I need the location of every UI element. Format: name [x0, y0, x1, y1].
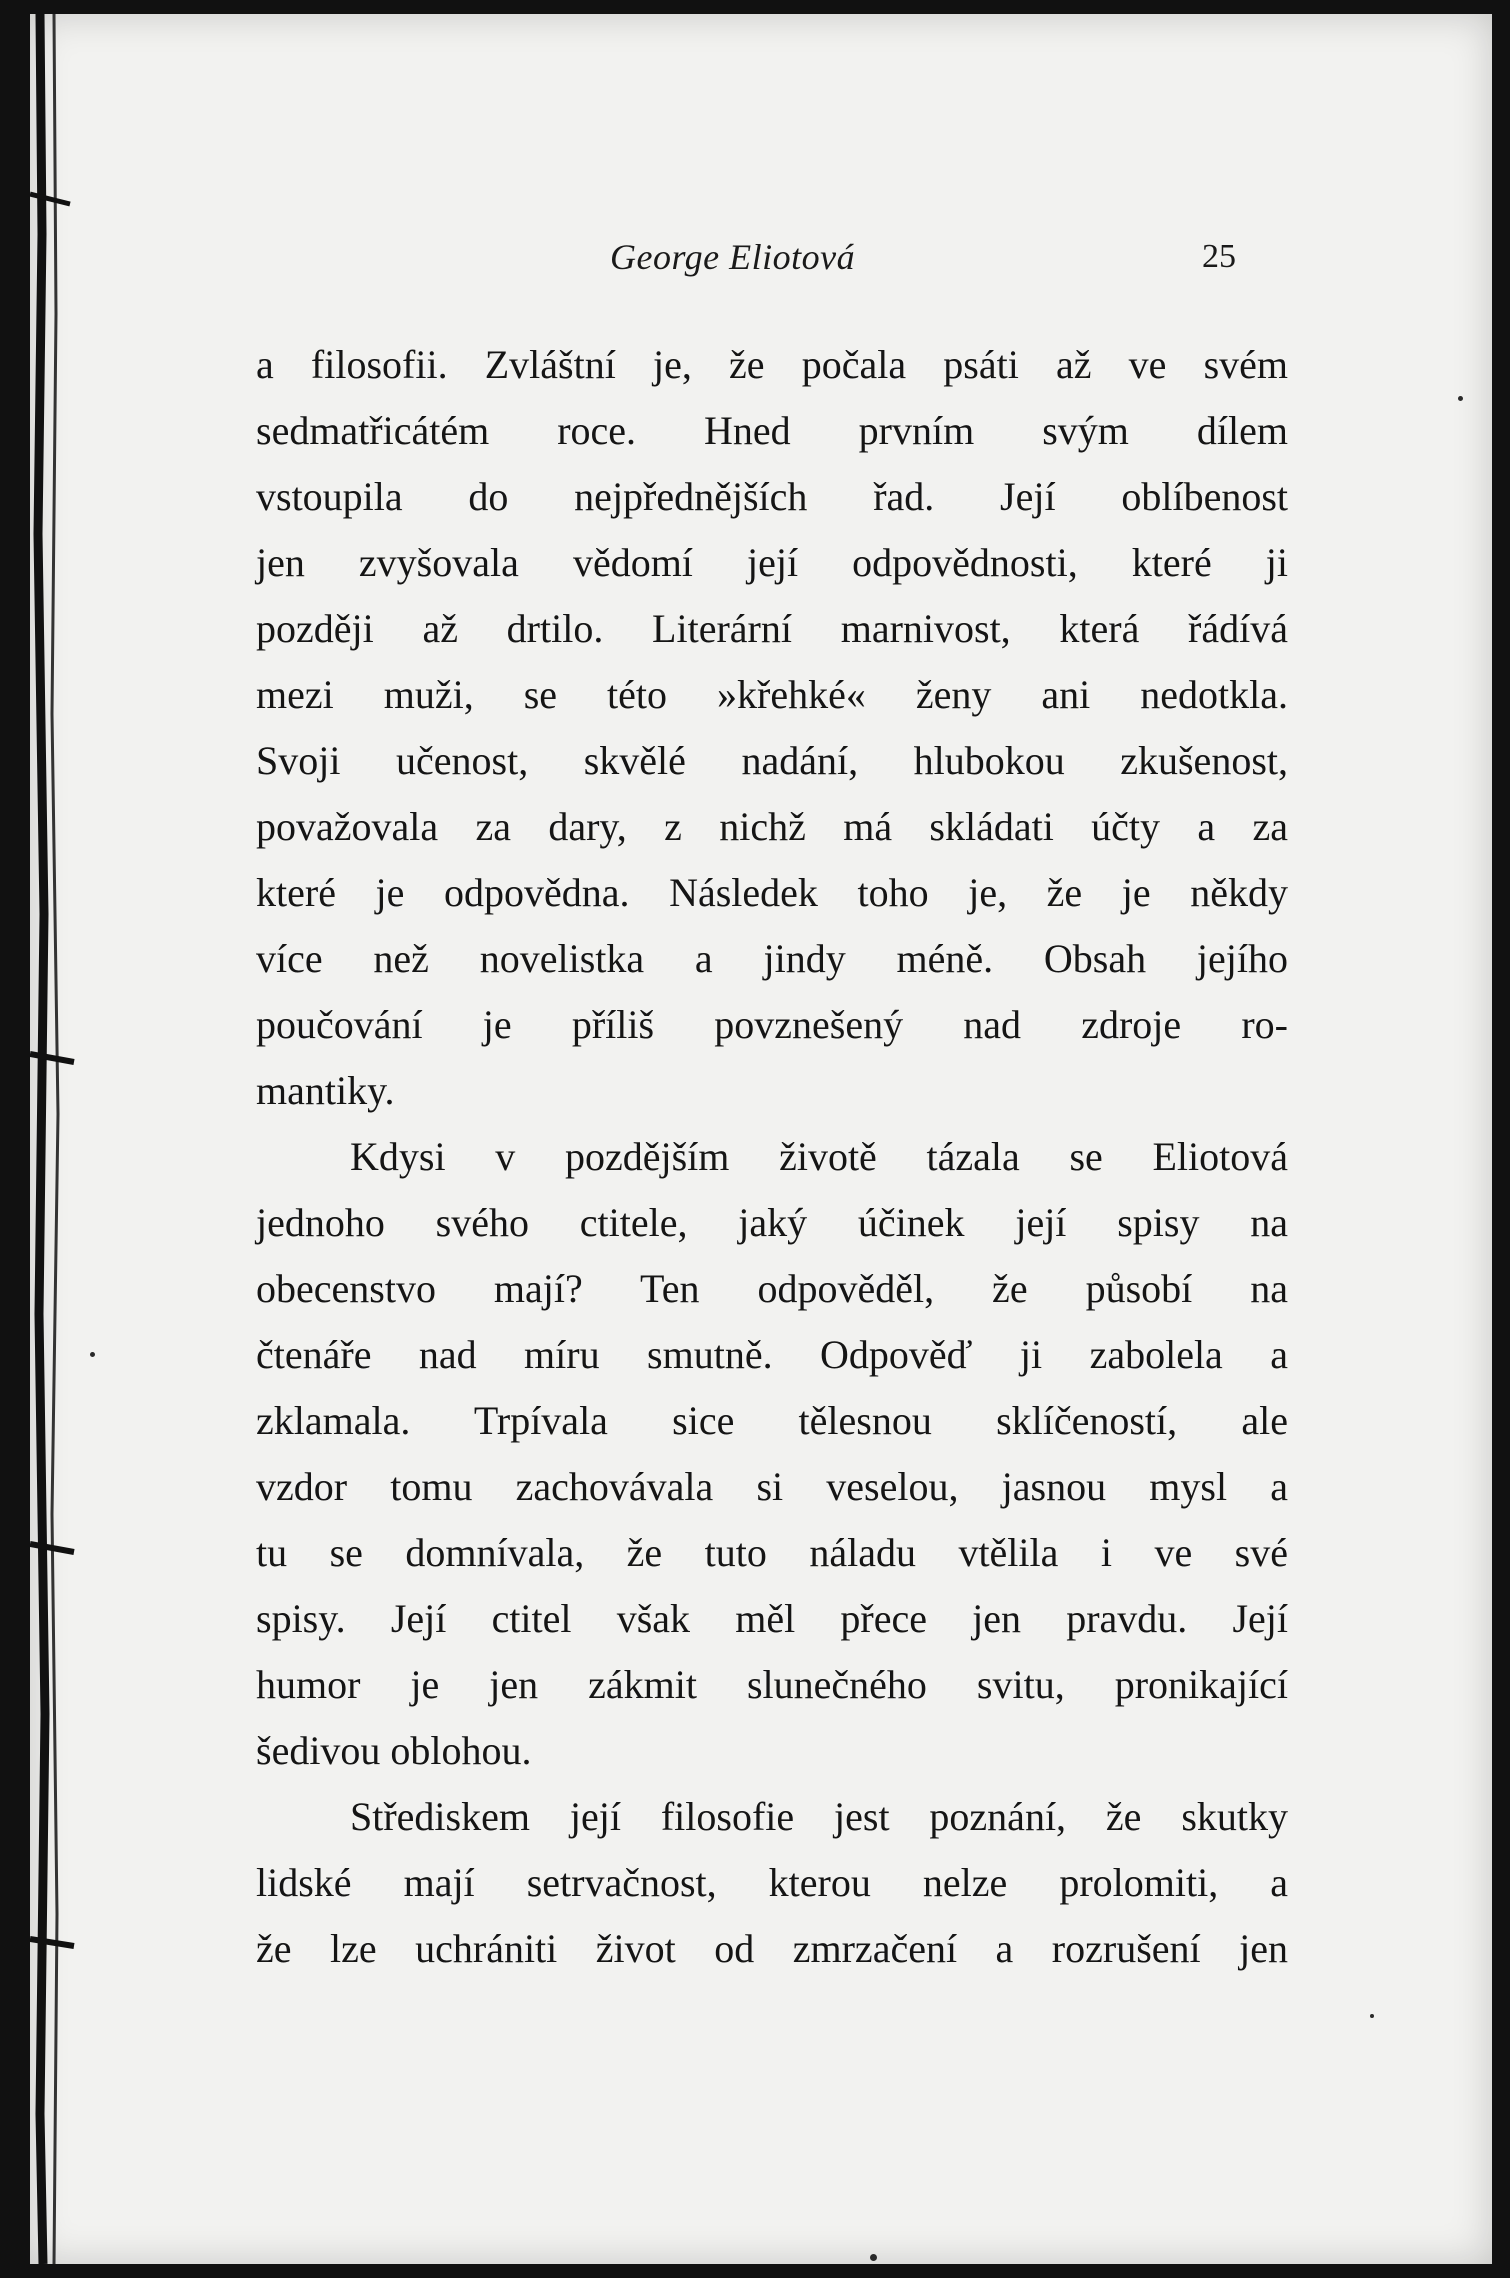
text-line: tu se domnívala, že tuto náladu vtělila i ve své: [256, 1530, 1288, 1575]
paragraph: [256, 1124, 1288, 1784]
text-line: mezi muži, se této »křehké« ženy ani nedotkla.: [256, 672, 1288, 717]
paragraph: [256, 1784, 1288, 1982]
text-line: Střediskem její filosofie jest poznání, že skutky: [350, 1794, 1288, 1839]
running-title: George Eliotová: [610, 237, 856, 277]
paper-speck: [870, 2254, 877, 2261]
text-line: poučování je příliš povznešený nad zdroje ro-: [256, 1002, 1288, 1047]
text-line: humor je jen zákmit slunečného svitu, pronikající: [256, 1662, 1288, 1707]
text-line: šedivou oblohou.: [256, 1728, 532, 1773]
text-line: mantiky.: [256, 1068, 395, 1113]
text-line: vstoupila do nejpřednějších řad. Její oblíbenost: [256, 474, 1288, 519]
text-line: sedmatřicátém roce. Hned prvním svým dílem: [256, 408, 1288, 453]
text-line: jednoho svého ctitele, jaký účinek její spisy na: [256, 1200, 1288, 1245]
text-line: Svoji učenost, skvělé nadání, hlubokou zkušenost,: [256, 738, 1288, 783]
text-line: považovala za dary, z nichž má skládati účty a za: [256, 804, 1288, 849]
text-line: spisy. Její ctitel však měl přece jen pravdu. Její: [256, 1596, 1288, 1641]
page-number: 25: [1202, 238, 1236, 275]
body-text: [256, 332, 1288, 1982]
text-line: že lze uchrániti život od zmrzačení a rozrušení jen: [256, 1926, 1288, 1971]
text-line: později až drtilo. Literární marnivost, která řádívá: [256, 606, 1288, 651]
paper-speck: [1458, 396, 1463, 401]
text-line: více než novelistka a jindy méně. Obsah jejího: [256, 936, 1288, 981]
text-line: zklamala. Trpívala sice tělesnou sklíčeností, ale: [256, 1398, 1288, 1443]
text-line: vzdor tomu zachovávala si veselou, jasnou mysl a: [256, 1464, 1288, 1509]
paper-speck: [90, 1352, 95, 1357]
page-binding-edge: [30, 14, 100, 2264]
text-line: Kdysi v pozdějším životě tázala se Eliotová: [350, 1134, 1288, 1179]
paper-speck: [1370, 2014, 1374, 2018]
text-line: jen zvyšovala vědomí její odpovědnosti, které ji: [256, 540, 1288, 585]
paragraph: [256, 332, 1288, 1124]
text-line: obecenstvo mají? Ten odpověděl, že působí na: [256, 1266, 1288, 1311]
text-line: čtenáře nad míru smutně. Odpověď ji zabolela a: [256, 1332, 1288, 1377]
text-line: a filosofii. Zvláštní je, že počala psáti až ve svém: [256, 342, 1288, 387]
text-line: které je odpovědna. Následek toho je, že je někdy: [256, 870, 1288, 915]
book-page: [30, 14, 1492, 2264]
running-head: [30, 236, 1492, 296]
text-line: lidské mají setrvačnost, kterou nelze prolomiti, a: [256, 1860, 1288, 1905]
